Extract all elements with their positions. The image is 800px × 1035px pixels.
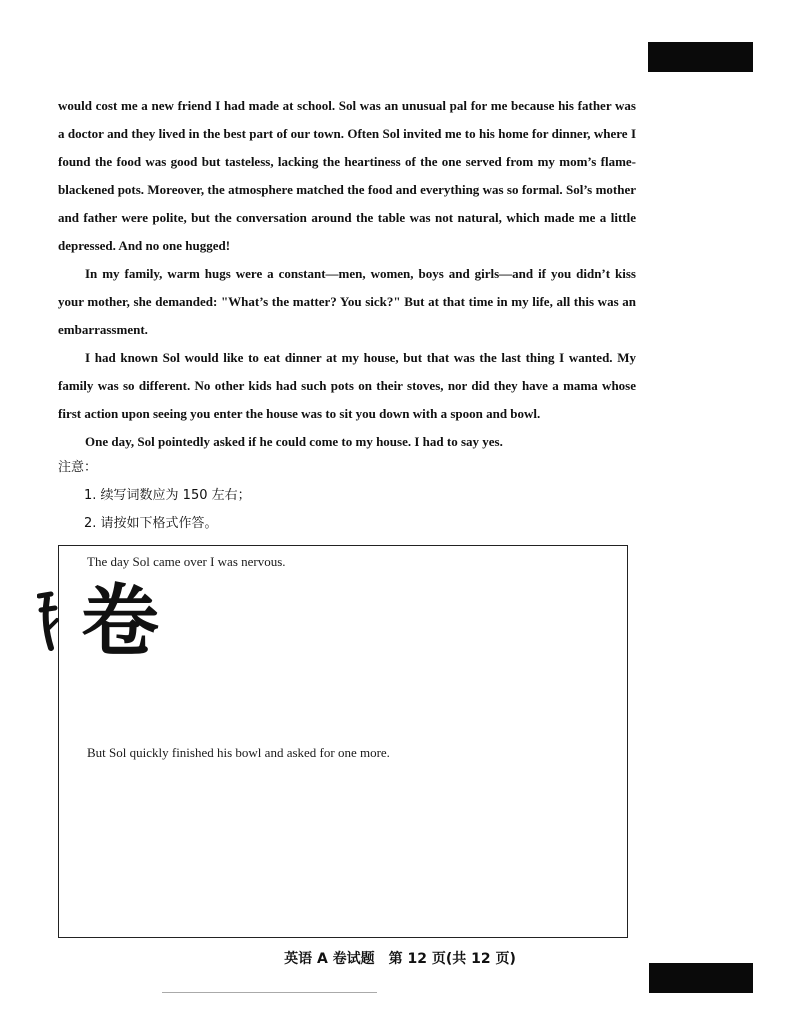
instructions: [58, 454, 618, 538]
instruction-item-2: 2. 请按如下格式作答。: [84, 516, 218, 531]
passage-paragraph-1: would cost me a new friend I had made at school. Sol was an unusual pal for me because his father was a doctor and they lived in the best part of our town. Often Sol invited me to his home for dinner, where I found the food was good but tasteless, lacking the heartiness of the one served from my mom’s flame-blackened pots. Moreover, the atmosphere matched the food and everything was so formal. Sol’s mother and father were polite, but the conversation around the table was not natural, which made me a little depressed. And no one hugged!: [58, 98, 636, 253]
reading-passage: [58, 92, 636, 456]
stamp-text: 卷: [81, 576, 160, 658]
instructions-heading: 注意：: [58, 460, 98, 475]
scan-marker-top: [648, 42, 753, 72]
answer-box: [58, 545, 628, 938]
instruction-item-1: 1. 续写词数应为 150 左右；: [84, 488, 251, 503]
passage-paragraph-2: In my family, warm hugs were a constant—men, women, boys and girls—and if you didn’t kiss your mother, she demanded: "What’s the matter? You sick?" But at that time in my life, all this was an embarrassment.: [58, 266, 636, 337]
passage-paragraph-3: I had known Sol would like to eat dinner at my house, but that was the last thing I wanted. My family was so different. No other kids had such pots on their stoves, nor did they have a mama whose first action upon seeing you enter the house was to sit you down with a spoon and bowl.: [58, 350, 636, 421]
stamp-mark: [37, 568, 167, 658]
footer-rule: [162, 992, 377, 993]
continuation-start-sentence: The day Sol came over I was nervous.: [87, 554, 286, 569]
page-footer: 英语 A 卷试题 第 12 页(共 12 页): [284, 951, 516, 967]
passage-paragraph-4: One day, Sol pointedly asked if he could come to my house. I had to say yes.: [85, 434, 503, 449]
scan-marker-bottom: [649, 963, 753, 993]
continuation-middle-sentence: But Sol quickly finished his bowl and asked for one more.: [87, 745, 390, 760]
